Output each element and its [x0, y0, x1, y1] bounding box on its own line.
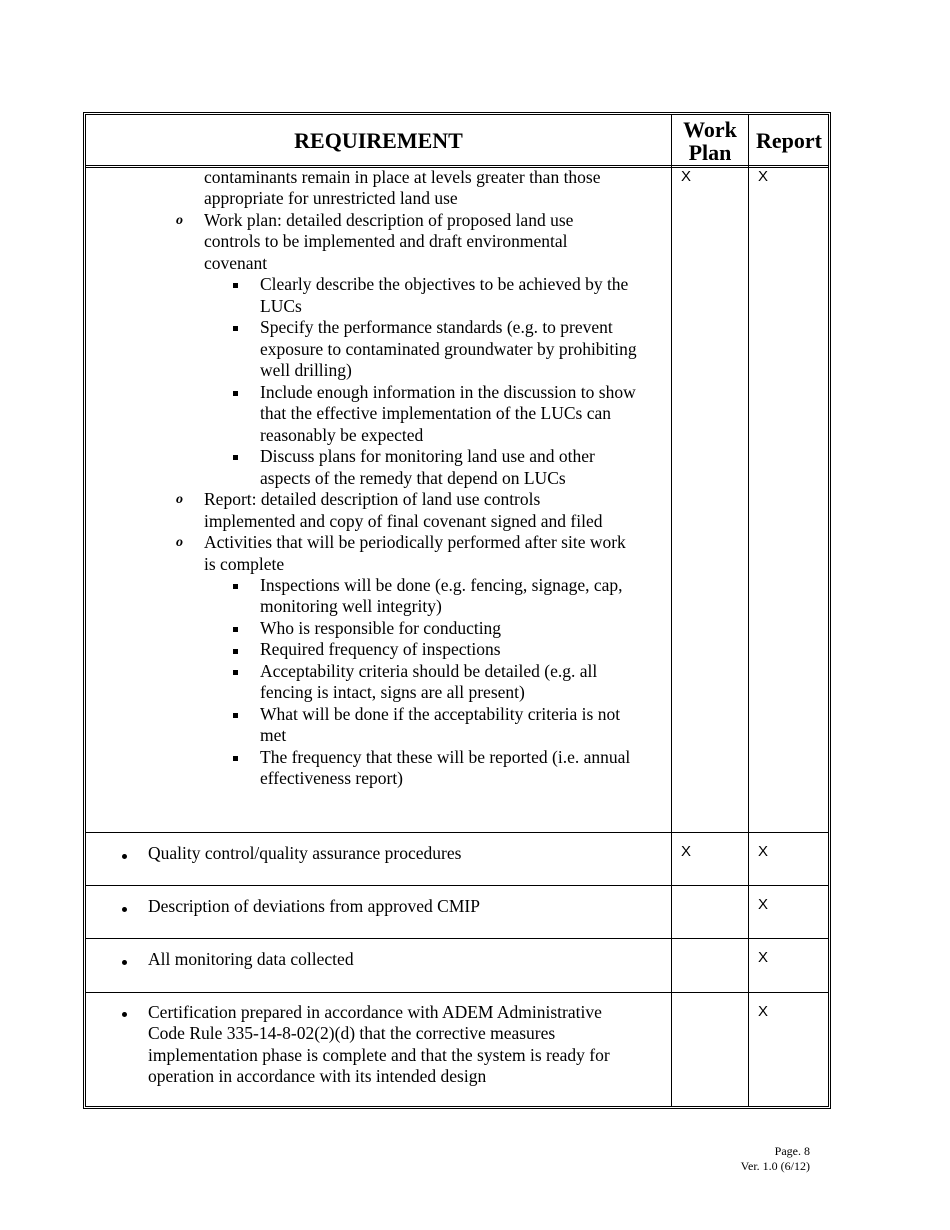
square-bullet-icon: [233, 649, 238, 654]
row-divider: [86, 885, 828, 886]
sub-bullet-line: Discuss plans for monitoring land use and other: [260, 446, 595, 466]
activities-item-line: Activities that will be periodically performed after site work: [204, 532, 626, 552]
sub-bullet-line: Specify the performance standards (e.g. to prevent: [260, 317, 613, 337]
square-bullet-icon: [233, 713, 238, 718]
requirement-text-line: operation in accordance with its intended design: [148, 1066, 487, 1086]
requirement-text: Quality control/quality assurance procedures: [148, 843, 462, 863]
sub-bullet-line: that the effective implementation of the LUCs can: [260, 403, 612, 423]
column-divider: [671, 115, 672, 1106]
work-plan-item-line: covenant: [204, 253, 268, 273]
header-work-plan: Work Plan: [683, 117, 737, 165]
intro-line: appropriate for unrestricted land use: [204, 188, 458, 208]
sub-bullet-line: Required frequency of inspections: [260, 639, 501, 659]
square-bullet-icon: [233, 326, 238, 331]
work-plan-item-line: Work plan: detailed description of proposed land use: [204, 210, 574, 230]
report-mark: X: [758, 168, 769, 185]
activities-item-line: is complete: [204, 554, 285, 574]
square-bullet-icon: [233, 455, 238, 460]
row-divider: [86, 938, 828, 939]
square-bullet-icon: [233, 584, 238, 589]
sub-bullet-line: met: [260, 725, 287, 745]
sub-bullet-line: effectiveness report): [260, 768, 404, 788]
requirements-table: [83, 112, 831, 1109]
report-mark: X: [758, 949, 769, 966]
report-mark: X: [758, 1003, 769, 1020]
sub-bullet-line: aspects of the remedy that depend on LUCs: [260, 468, 566, 488]
page-footer: [741, 1144, 810, 1174]
sub-bullet-line: well drilling): [260, 360, 352, 380]
work-plan-mark: X: [681, 843, 692, 860]
bullet-icon: [122, 1012, 127, 1017]
requirement-text-line: implementation phase is complete and that the system is ready for: [148, 1045, 610, 1065]
requirement-text: All monitoring data collected: [148, 949, 354, 969]
sub-bullet-line: fencing is intact, signs are all present): [260, 682, 525, 702]
page-number: Page. 8: [774, 1144, 810, 1158]
requirement-text: Description of deviations from approved CMIP: [148, 896, 480, 916]
work-plan-mark: X: [681, 168, 692, 185]
sub-bullet-line: Clearly describe the objectives to be achieved by the: [260, 274, 629, 294]
sub-bullet-line: Acceptability criteria should be detailed (e.g. all: [260, 661, 598, 681]
sub-bullet-line: LUCs: [260, 296, 302, 316]
square-bullet-icon: [233, 391, 238, 396]
report-mark: X: [758, 896, 769, 913]
circle-bullet-icon: o: [176, 492, 183, 507]
sub-bullet-line: monitoring well integrity): [260, 596, 442, 616]
square-bullet-icon: [233, 283, 238, 288]
row-divider: [86, 832, 828, 833]
report-item-line: implemented and copy of final covenant signed and filed: [204, 511, 603, 531]
sub-bullet-line: What will be done if the acceptability criteria is not: [260, 704, 621, 724]
sub-bullet-line: Include enough information in the discussion to show: [260, 382, 636, 402]
work-plan-item-line: controls to be implemented and draft environmental: [204, 231, 568, 251]
sub-bullet-line: Who is responsible for conducting: [260, 618, 502, 638]
square-bullet-icon: [233, 670, 238, 675]
square-bullet-icon: [233, 627, 238, 632]
circle-bullet-icon: o: [176, 213, 183, 228]
row-divider: [86, 992, 828, 993]
square-bullet-icon: [233, 756, 238, 761]
report-item-line: Report: detailed description of land use controls: [204, 489, 541, 509]
sub-bullet-line: Inspections will be done (e.g. fencing, signage, cap,: [260, 575, 623, 595]
bullet-icon: [122, 854, 127, 859]
requirement-text-line: Certification prepared in accordance with ADEM Administrative: [148, 1002, 602, 1022]
bullet-icon: [122, 907, 127, 912]
circle-bullet-icon: o: [176, 535, 183, 550]
column-divider: [748, 115, 749, 1106]
sub-bullet-line: reasonably be expected: [260, 425, 424, 445]
header-report: Report: [756, 128, 822, 153]
report-mark: X: [758, 843, 769, 860]
sub-bullet-line: The frequency that these will be reported (i.e. annual: [260, 747, 631, 767]
version-label: Ver. 1.0 (6/12): [740, 1159, 810, 1173]
intro-line: contaminants remain in place at levels greater than those: [204, 167, 601, 187]
bullet-icon: [122, 960, 127, 965]
sub-bullet-line: exposure to contaminated groundwater by prohibiting: [260, 339, 637, 359]
header-requirement: REQUIREMENT: [294, 128, 463, 153]
requirement-text-line: Code Rule 335-14-8-02(2)(d) that the corrective measures: [148, 1023, 556, 1043]
